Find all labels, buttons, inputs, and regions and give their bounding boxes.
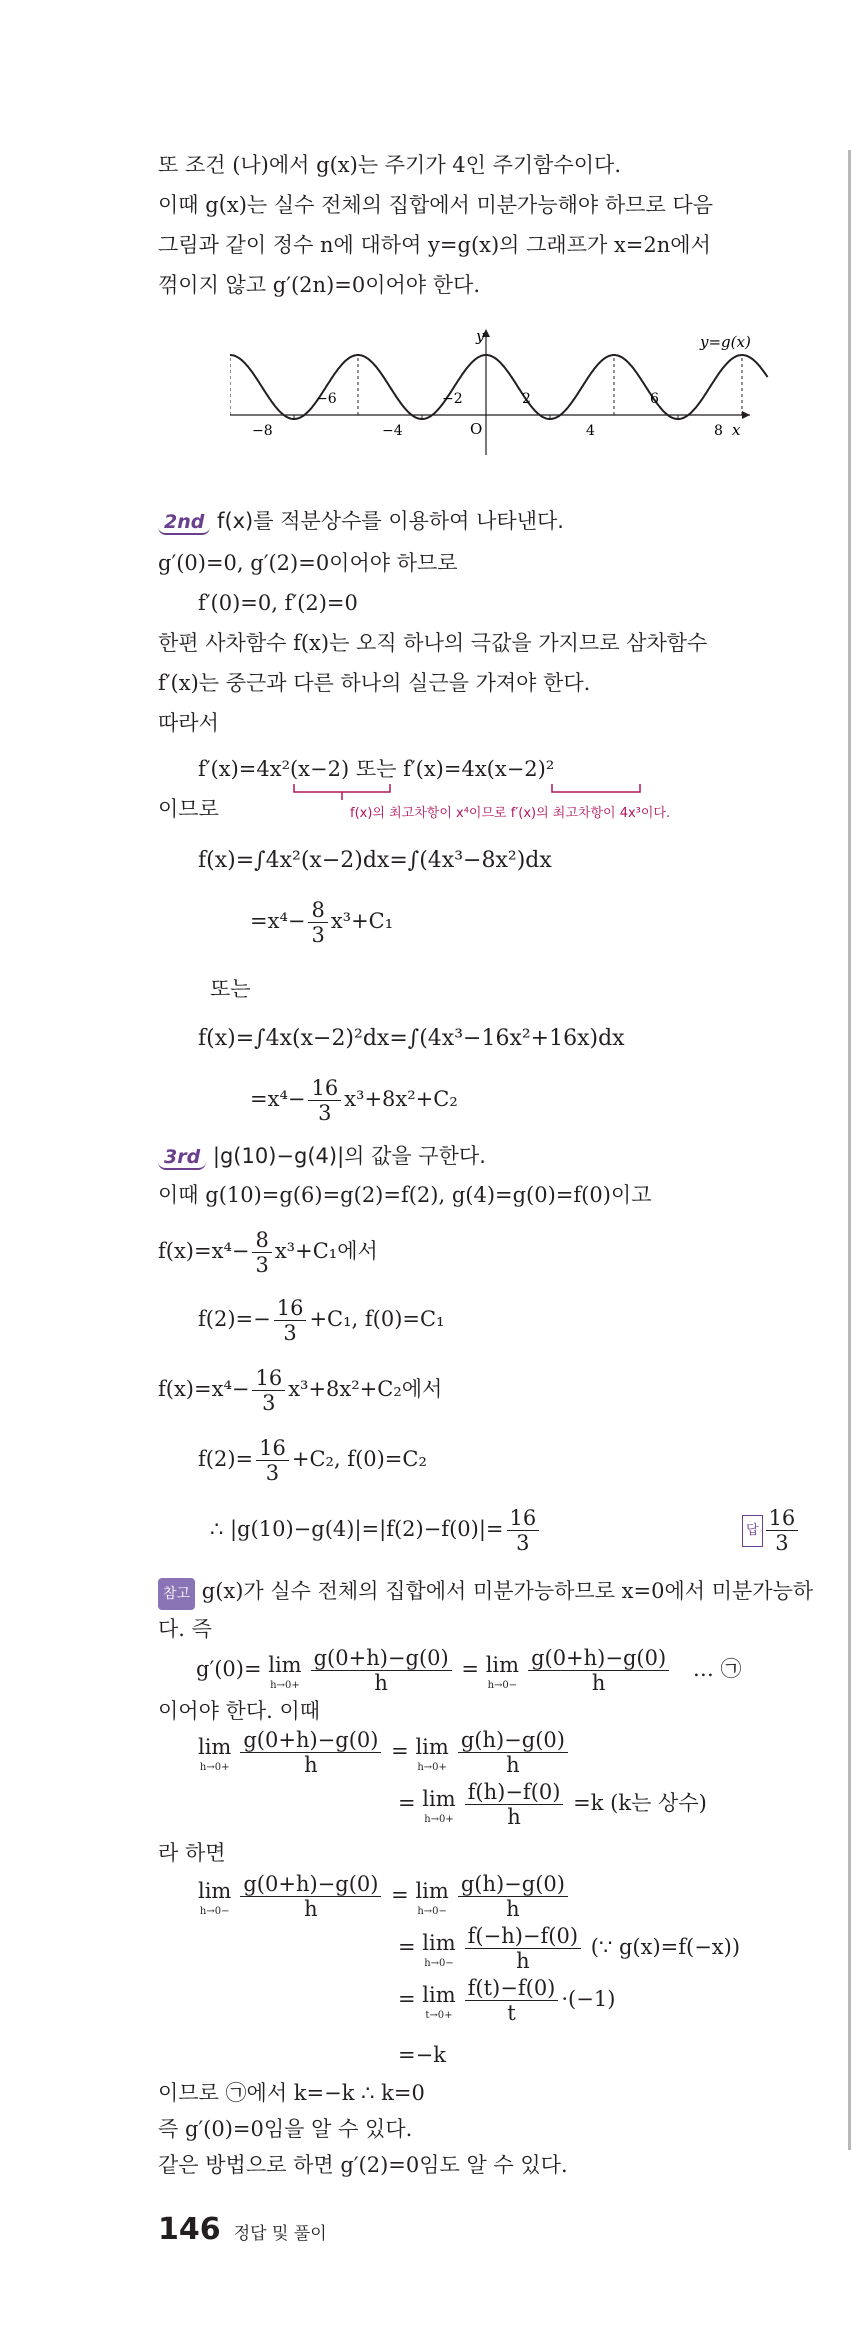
text-line: f′(x)=4x²(x−2) 또는 f′(x)=4x(x−2)² — [198, 757, 555, 781]
text-line: g′(0)=0, g′(2)=0이어야 하므로 — [158, 551, 458, 575]
x-axis-arrow — [742, 411, 750, 419]
origin-label: O — [470, 420, 483, 438]
equation: f(x)=∫4x(x−2)²dx=∫(4x³−16x²+16x)dx — [198, 1026, 625, 1051]
equation: lim h→0− $\frac{g(0+h)-g(0)}{h}$ = lim h→0− $\frac{g(h)-g(0)}{h}$ — [198, 1872, 571, 1921]
annotation-note: f(x)의 최고차항이 x⁴이므로 f′(x)의 최고차항이 4x³이다. — [350, 806, 671, 821]
answer-tag: 답 — [742, 1515, 763, 1547]
tick-label: −8 — [252, 423, 273, 439]
equation: =x⁴− $\frac{16}{3}$ x³+8x²+C₂ — [250, 1076, 458, 1125]
text-line: 또 조건 (나)에서 g(x)는 주기가 4인 주기함수이다. — [158, 153, 622, 177]
text-line: 꺾이지 않고 g′(2n)=0이어야 한다. — [158, 273, 480, 297]
text-line: 다. 즉 — [158, 1617, 212, 1641]
equation: ∴ |g(10)−g(4)|=|f(2)−f(0)|= $\frac{16}{3}$ — [210, 1506, 542, 1555]
tick-label: 4 — [586, 423, 595, 439]
answer: 답 $\frac{16}{3}$ — [742, 1506, 801, 1555]
section-heading-2nd — [158, 505, 564, 535]
text-line: 이므로 — [158, 797, 219, 821]
text-line: 따라서 — [158, 711, 219, 735]
equation: f(x)=x⁴− $\frac{16}{3}$ x³+8x²+C₂에서 — [158, 1366, 443, 1415]
section-heading-3rd — [158, 1140, 486, 1170]
reference-tag: 참고 — [158, 1578, 195, 1610]
text-line: f′(x)는 중근과 다른 하나의 실근을 가져야 한다. — [158, 671, 591, 695]
equation: f(2)=− $\frac{16}{3}$ +C₁, f(0)=C₁ — [198, 1296, 445, 1345]
curve-label: y=g(x) — [700, 333, 751, 351]
equation: = lim h→0− $\frac{f(-h)-f(0)}{h}$ (∵ g(x)=f(−x)) — [398, 1924, 741, 1973]
text-line: 라 하면 — [158, 1841, 226, 1865]
equation: =x⁴− $\frac{8}{3}$ x³+C₁ — [250, 898, 394, 947]
x-axis-label: x — [732, 421, 741, 439]
section-title: |g(10)−g(4)|의 값을 구한다. — [212, 1144, 486, 1168]
tick-label: 6 — [650, 391, 659, 407]
equation: f(2)= $\frac{16}{3}$ +C₂, f(0)=C₂ — [198, 1436, 427, 1485]
reference-line: 참고 g(x)가 실수 전체의 집합에서 미분가능하므로 x=0에서 미분가능하 — [158, 1576, 813, 1610]
text-line: 한편 사차함수 f(x)는 오직 하나의 극값을 가지므로 삼차함수 — [158, 631, 708, 655]
footer-label: 정답 및 풀이 — [233, 2224, 327, 2244]
annotation-brackets — [290, 782, 690, 802]
y-axis-label: y — [476, 327, 485, 345]
graph-figure — [230, 325, 770, 465]
tick-label: −6 — [316, 391, 337, 407]
tick-label: 8 — [714, 423, 723, 439]
section-title: f(x)를 적분상수를 이용하여 나타낸다. — [217, 509, 564, 533]
text-line: 이때 g(x)는 실수 전체의 집합에서 미분가능해야 하므로 다음 — [158, 193, 713, 217]
step-badge: 3rd — [158, 1146, 206, 1170]
equation: f(x)=∫4x²(x−2)dx=∫(4x³−8x²)dx — [198, 848, 552, 873]
text-line: 또는 — [210, 977, 251, 1001]
text-line: 같은 방법으로 하면 g′(2)=0임도 알 수 있다. — [158, 2153, 568, 2177]
page-footer — [158, 2212, 327, 2247]
equation: g′(0)= lim h→0+ $\frac{g(0+h)-g(0)}{h}$ = lim h→0− $\frac{g(0+h)-g(0)}{h}$ … ㉠ — [196, 1646, 742, 1695]
text-line: f′(0)=0, f′(2)=0 — [198, 591, 358, 615]
step-badge: 2nd — [158, 511, 210, 535]
text-line: 이때 g(10)=g(6)=g(2)=f(2), g(4)=g(0)=f(0)이고 — [158, 1183, 652, 1207]
margin-rule — [848, 150, 851, 2150]
tick-label: −2 — [442, 391, 463, 407]
text-line: 즉 g′(0)=0임을 알 수 있다. — [158, 2117, 413, 2141]
curve-g — [230, 355, 768, 419]
tick-label: −4 — [382, 423, 403, 439]
tick-label: 2 — [522, 391, 531, 407]
text-line: 이어야 한다. 이때 — [158, 1699, 321, 1723]
equation: f(x)=x⁴− $\frac{8}{3}$ x³+C₁에서 — [158, 1228, 378, 1277]
page-number: 146 — [158, 2212, 221, 2247]
equation: lim h→0+ $\frac{g(0+h)-g(0)}{h}$ = lim h→0+ $\frac{g(h)-g(0)}{h}$ — [198, 1728, 571, 1777]
equation: = lim t→0+ $\frac{f(t)-f(0)}{t}$ ·(−1) — [398, 1976, 616, 2025]
equation: = lim h→0+ $\frac{f(h)-f(0)}{h}$ =k (k는 상수) — [398, 1780, 707, 1829]
text-line: 이므로 ㉠에서 k=−k ∴ k=0 — [158, 2081, 425, 2105]
text-line: 그림과 같이 정수 n에 대하여 y=g(x)의 그래프가 x=2n에서 — [158, 233, 711, 257]
equation: =−k — [398, 2043, 446, 2067]
